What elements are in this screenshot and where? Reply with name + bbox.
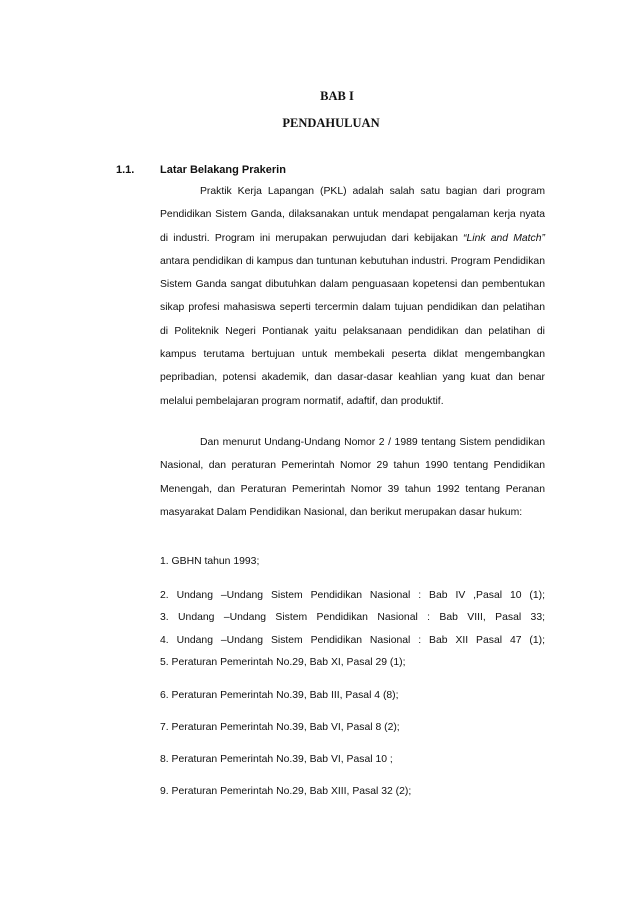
paragraph-legal-intro: Dan menurut Undang-Undang Nomor 2 / 1989 tentang Sistem pendidikan Nasional, dan peraturan Pemerintah Nomor 29 tahun 1990 tentang Pendidikan Menengah, dan Peraturan Pemerintah Nomor 39 tahun 1992 tentang Peranan masyarakat Dalam Pendidikan Nasional, dan berikut merupakan dasar hukum:: [160, 437, 545, 518]
list-item: 5. Peraturan Pemerintah No.29, Bab XI, Pasal 29 (1);: [160, 657, 406, 668]
list-item: 3. Undang –Undang Sistem Pendidikan Nasional : Bab VIII, Pasal 33;: [160, 612, 545, 623]
list-item: 9. Peraturan Pemerintah No.29, Bab XIII, Pasal 32 (2);: [160, 786, 412, 797]
chapter-title: PENDAHULUAN: [282, 116, 380, 130]
paragraph-background: [160, 180, 545, 413]
section-title: Latar Belakang Prakerin: [160, 164, 286, 176]
list-item: 7. Peraturan Pemerintah No.39, Bab VI, Pasal 8 (2);: [160, 722, 400, 733]
chapter-number: BAB I: [320, 89, 354, 103]
list-item: 2. Undang –Undang Sistem Pendidikan Nasional : Bab IV ,Pasal 10 (1);: [160, 590, 545, 601]
section-number: 1.1.: [116, 164, 135, 176]
italic-term: “Link and Match”: [463, 232, 545, 244]
list-item: 4. Undang –Undang Sistem Pendidikan Nasional : Bab XII Pasal 47 (1);: [160, 635, 545, 646]
list-item: 1. GBHN tahun 1993;: [160, 556, 260, 567]
paragraph-text: antara pendidikan di kampus dan tuntunan kebutuhan industri. Program Pendidikan Sistem Ganda sangat dibutuhkan dalam penguasaan kopetensi dan pembentukan sikap profesi mahasiswa seperti tercermin dalam tujuan pendidikan dan pelatihan di Politeknik Negeri Pontianak yaitu pelaksanaan pendidikan dan pelatihan di kampus terutama bertujuan untuk membekali peserta diklat mengembangkan pepribadian, potensi akademik, dan dasar-dasar keahlian yang kuat dan benar melalui pembelajaran program normatif, adaftif, dan produktif.: [160, 255, 545, 407]
list-item: 8. Peraturan Pemerintah No.39, Bab VI, Pasal 10 ;: [160, 754, 393, 765]
paragraph-text: Praktik Kerja Lapangan (PKL) adalah salah satu bagian dari program Pendidikan Sistem Ganda, dilaksanakan untuk mendapat pengalaman kerja nyata di industri. Program ini merupakan perwujudan dari kebijakan: [160, 186, 545, 244]
list-item: 6. Peraturan Pemerintah No.39, Bab III, Pasal 4 (8);: [160, 690, 399, 701]
